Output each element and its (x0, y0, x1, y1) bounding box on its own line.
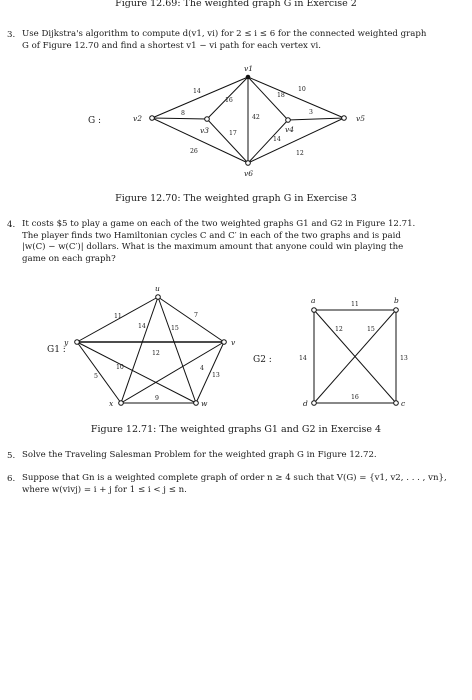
weight-x-w: 9 (155, 395, 159, 402)
exercise-3-text (22, 29, 468, 52)
edge-v4-v5 (288, 118, 344, 120)
weight-y-w: 10 (116, 364, 124, 371)
weight-v-x: 4 (200, 365, 204, 372)
figure-12-70-graph (0, 55, 472, 180)
exercise-5-number: 5. (7, 451, 16, 461)
weight-u-w: 15 (171, 325, 179, 332)
edge-u-w (158, 297, 196, 403)
weight-v-w: 13 (212, 372, 220, 379)
weight-v4-v5: 3 (309, 109, 313, 116)
weight-u-y: 11 (114, 313, 122, 320)
figure-12-69-caption: Figure 12.69: The weighted graph G in Exercise 2 (115, 0, 357, 9)
weight-v3-v6: 17 (229, 130, 237, 137)
figure-12-70-caption: Figure 12.70: The weighted graph G in Exercise 3 (115, 193, 357, 204)
weight-b-c: 13 (400, 355, 408, 362)
weight-v1-v4: 18 (277, 92, 285, 99)
vertex-v1 (246, 75, 251, 80)
vertex-v5 (342, 116, 347, 121)
exercise-4-text (22, 219, 468, 265)
edge-v1-v5 (248, 77, 344, 118)
edge-y-x (77, 342, 121, 403)
vertex-b (394, 308, 399, 313)
weight-b-d: 15 (367, 326, 375, 333)
vertex-label-a: a (311, 296, 316, 305)
exercise-4-line-3: |w(C) − w(C′)| dollars. What is the maximum amount that anyone could win playing the (22, 242, 404, 253)
weight-v2-v3: 8 (181, 110, 185, 117)
vertex-label-v: v (231, 338, 236, 347)
weight-d-c: 16 (351, 394, 359, 401)
exercise-6-line-1: Suppose that Gn is a weighted complete graph of order n ≥ 4 such that V(G) = {v1, v2, . . . , vn}, (22, 473, 447, 483)
weight-v4-v6: 14 (273, 136, 281, 143)
vertex-label-d: d (303, 399, 308, 408)
vertex-v6 (246, 161, 251, 166)
weight-v1-v6: 42 (252, 114, 260, 121)
vertex-v (222, 340, 227, 345)
vertex-y (75, 340, 80, 345)
vertex-v3 (205, 117, 210, 122)
vertex-x (119, 401, 124, 406)
weight-u-v: 7 (194, 312, 198, 319)
exercise-4-line-4: game on each graph? (22, 253, 116, 264)
exercise-4-number: 4. (7, 220, 16, 230)
vertex-a (312, 308, 317, 313)
vertex-label-v3: v3 (200, 126, 210, 135)
vertex-label-v4: v4 (285, 125, 295, 134)
vertex-c (394, 401, 399, 406)
vertex-label-b: b (394, 296, 399, 305)
edge-v2-v3 (152, 118, 207, 119)
vertex-v4 (286, 118, 291, 123)
vertex-label-v2: v2 (133, 114, 143, 123)
graph-g2-label: G2 : (253, 355, 272, 365)
weight-v1-v3: 16 (225, 97, 233, 104)
vertex-label-u: u (155, 284, 160, 293)
weight-a-c: 12 (335, 326, 343, 333)
weight-v2-v6: 26 (190, 148, 198, 155)
weight-v1-v2: 14 (193, 88, 201, 95)
exercise-4-line-2: The player finds two Hamiltonian cycles C and C′ in each of the two graphs and is paid (22, 230, 401, 241)
vertex-label-v5: v5 (356, 114, 366, 123)
figure-12-71-graphs (0, 283, 472, 415)
vertex-label-y: y (64, 338, 69, 347)
exercise-3-line-1: Use Dijkstra's algorithm to compute d(v1, vi) for 2 ≤ i ≤ 6 for the connected weighted graph (22, 29, 427, 39)
figure-12-71-caption: Figure 12.71: The weighted graphs G1 and G2 in Exercise 4 (90, 424, 382, 435)
weight-a-b: 11 (351, 301, 359, 308)
edge-v2-v6 (152, 118, 248, 163)
weight-y-x: 5 (94, 373, 98, 380)
exercise-6-text (22, 473, 468, 496)
exercise-3-number: 3. (7, 30, 16, 40)
weight-v1-v5: 10 (298, 86, 306, 93)
edge-v4-v6 (248, 120, 288, 163)
exercise-4-line-1: It costs $5 to play a game on each of the two weighted graphs G1 and G2 in Figure 12.71. (22, 219, 416, 229)
graph-g-label: G : (88, 116, 102, 126)
vertex-w (194, 401, 199, 406)
weight-u-x: 14 (138, 323, 146, 330)
edge-v1-v2 (152, 77, 248, 118)
exercise-5-line-1: Solve the Traveling Salesman Problem for the weighted graph G in Figure 12.72. (22, 450, 377, 460)
vertex-d (312, 401, 317, 406)
vertex-label-w: w (201, 399, 208, 408)
weight-y-v: 12 (152, 350, 160, 357)
vertex-v2 (150, 116, 155, 121)
vertex-label-c: c (401, 399, 406, 408)
edge-u-v (158, 297, 224, 342)
weight-v5-v6: 12 (296, 150, 304, 157)
exercise-6-line-2: where w(vivj) = i + j for 1 ≤ i < j ≤ n. (22, 484, 187, 495)
exercise-5-text (22, 450, 468, 462)
exercise-6-number: 6. (7, 474, 16, 484)
vertex-label-x: x (109, 399, 114, 408)
vertex-label-v6: v6 (244, 169, 254, 178)
graph-g1-label: G1 : (47, 345, 66, 355)
vertex-label-v1: v1 (244, 64, 254, 73)
exercise-3-line-2: G of Figure 12.70 and find a shortest v1 − vi path for each vertex vi. (22, 40, 321, 51)
edge-v3-v6 (207, 119, 248, 163)
vertex-u (156, 295, 161, 300)
weight-a-d: 14 (299, 355, 307, 362)
